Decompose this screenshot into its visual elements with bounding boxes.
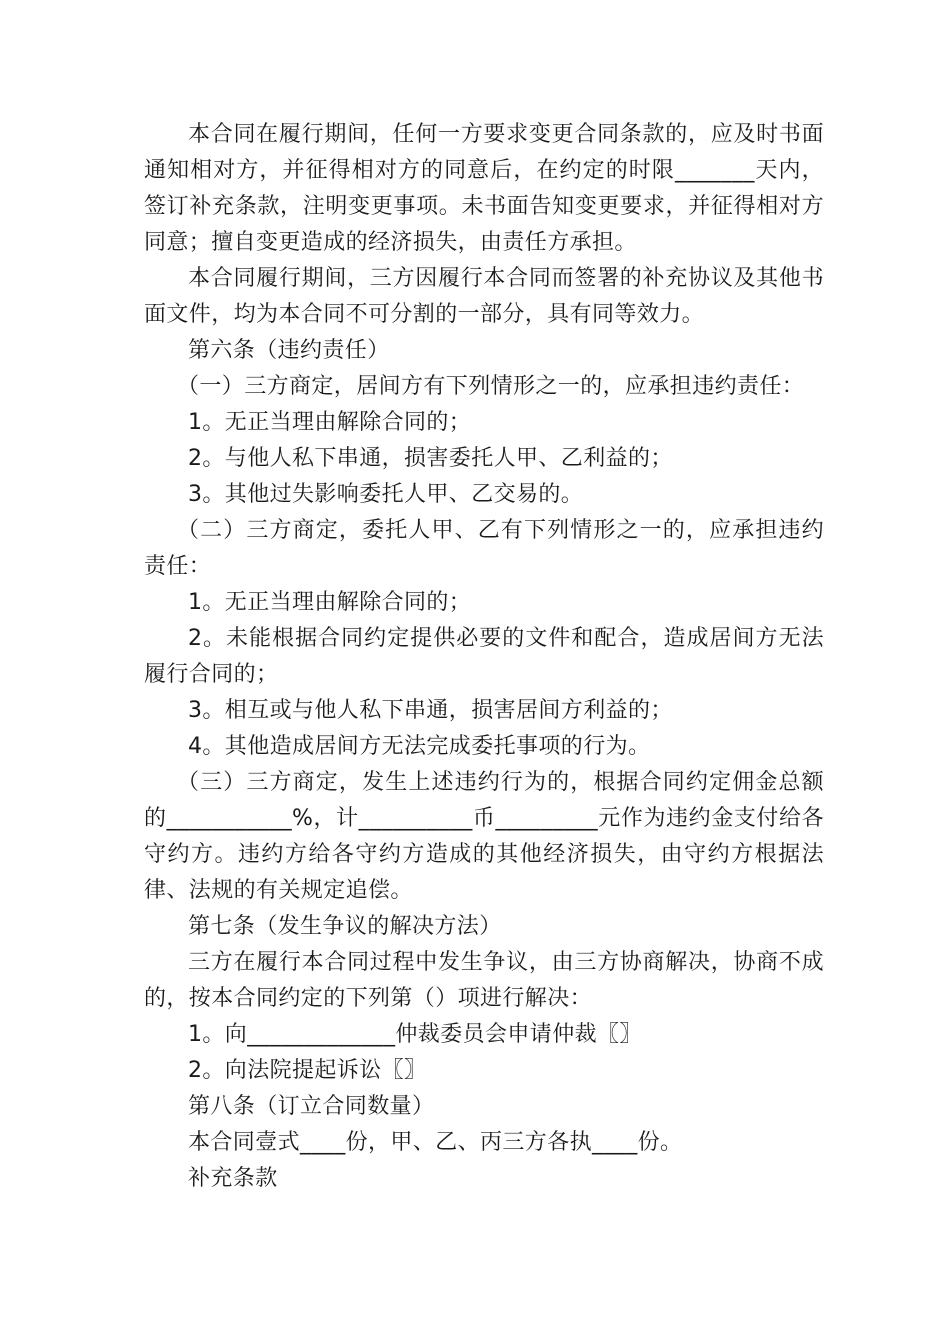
heading-supplementary-clauses: 补充条款 [188, 1166, 278, 1191]
list-item-6-2-2: 2。未能根据合同约定提供必要的文件和配合，造成居间方无法履行合同的； [144, 626, 824, 687]
list-item-6-1-1: 1。无正当理由解除合同的； [188, 410, 472, 435]
heading-article-8: 第八条（订立合同数量） [188, 1094, 435, 1119]
paragraph-6-1-intermediary-breach: （一）三方商定，居间方有下列情形之一的，应承担违约责任： [177, 374, 805, 399]
paragraph-6-3-penalty: （三）三方商定，发生上述违约行为的，根据合同约定佣金总额的___________%，计__________币_________元作为违约金支付给各守约方。违约方给各守约方造成的其他经济损失，由守约方根据法律、法规的有关规定追偿。 [144, 770, 824, 903]
document-body [144, 117, 824, 1197]
paragraph-dispute-resolution: 三方在履行本合同过程中发生争议，由三方协商解决，协商不成的，按本合同约定的下列第（）项进行解决： [144, 950, 824, 1011]
heading-article-6: 第六条（违约责任） [188, 338, 390, 363]
list-item-7-1-arbitration: 1。向_____________仲裁委员会申请仲裁〖〗 [188, 1022, 642, 1047]
paragraph-6-2-principal-breach: （二）三方商定，委托人甲、乙有下列情形之一的，应承担违约责任： [144, 518, 824, 579]
list-item-6-1-3: 3。其他过失影响委托人甲、乙交易的。 [188, 482, 584, 507]
paragraph-supplementary-agreements: 本合同履行期间，三方因履行本合同而签署的补充协议及其他书面文件，均为本合同不可分割的一部分，具有同等效力。 [144, 266, 824, 327]
paragraph-copies: 本合同壹式____份，甲、乙、丙三方各执____份。 [188, 1130, 683, 1155]
paragraph-contract-amendment: 本合同在履行期间，任何一方要求变更合同条款的，应及时书面通知相对方，并征得相对方的同意后，在约定的时限_______天内，签订补充条款，注明变更事项。未书面告知变更要求，并征得相对方同意；擅自变更造成的经济损失，由责任方承担。 [144, 122, 824, 255]
list-item-6-2-1: 1。无正当理由解除合同的； [188, 590, 472, 615]
list-item-6-2-3: 3。相互或与他人私下串通，损害居间方利益的； [188, 698, 673, 723]
heading-article-7: 第七条（发生争议的解决方法） [188, 914, 502, 939]
list-item-6-1-2: 2。与他人私下串通，损害委托人甲、乙利益的； [188, 446, 673, 471]
list-item-7-2-litigation: 2。向法院提起诉讼〖〗 [188, 1058, 427, 1083]
list-item-6-2-4: 4。其他造成居间方无法完成委托事项的行为。 [188, 734, 651, 759]
